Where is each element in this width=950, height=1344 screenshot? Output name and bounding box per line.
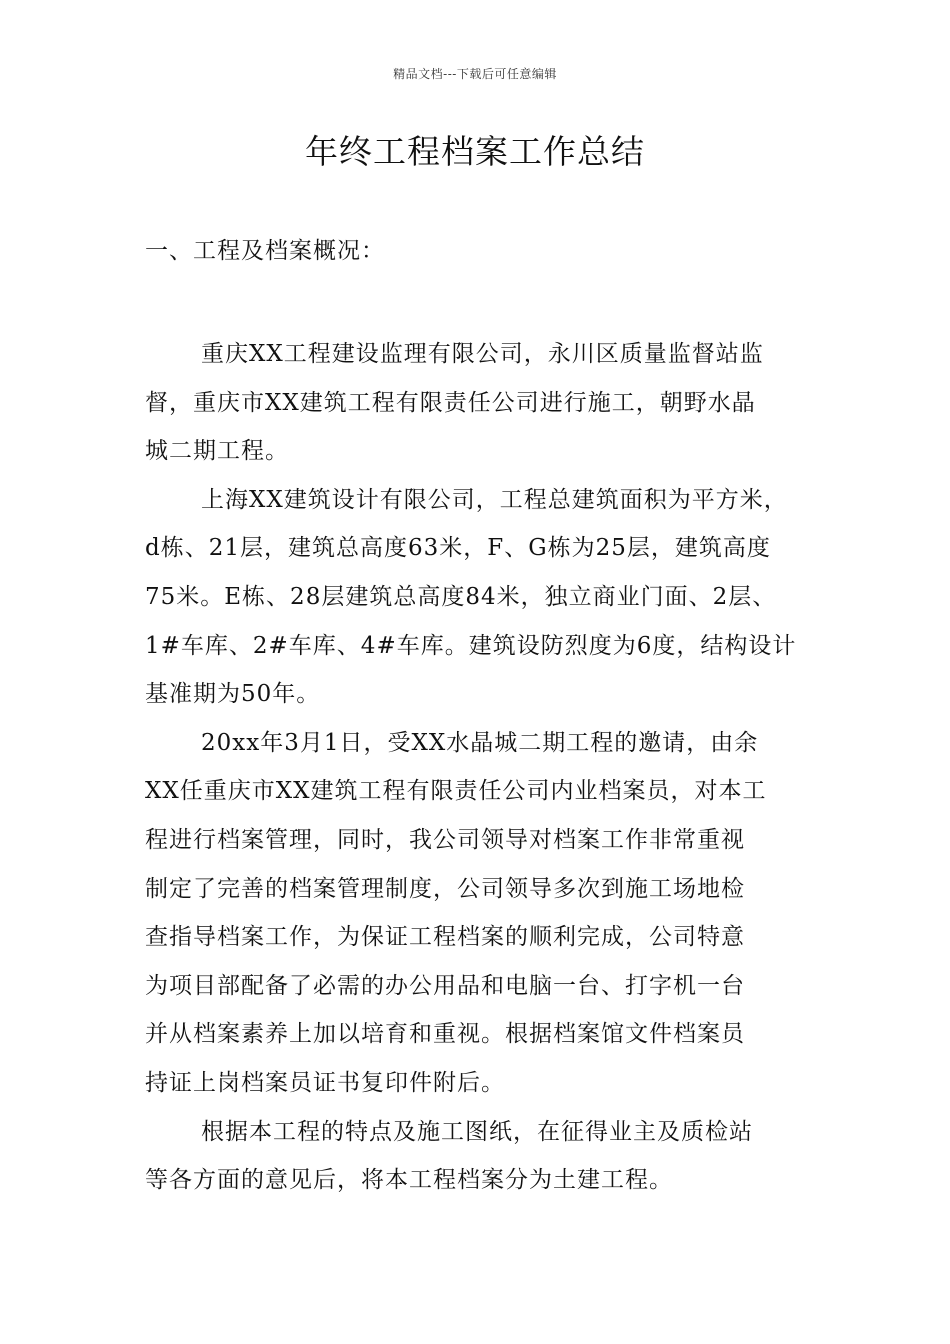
paragraph-2 [145,476,817,719]
paragraph-line: 持证上岗档案员证书复印件附后。 [145,1069,505,1096]
paragraph-line: 城二期工程。 [145,438,289,465]
paragraph-line: 制定了完善的档案管理制度，公司领导多次到施工场地检 [145,875,745,902]
paragraph-3 [145,719,817,1108]
body-text [145,330,817,1205]
paragraph-line: XX任重庆市XX建筑工程有限责任公司内业档案员，对本工 [145,778,767,805]
paragraph-line: 上海XX建筑设计有限公司，工程总建筑面积为平方米， [201,486,788,513]
paragraph-line: 程进行档案管理，同时，我公司领导对档案工作非常重视 [145,826,745,853]
paragraph-1 [145,330,817,476]
paragraph-line: 1#车库、2#车库、4#车库。建筑设防烈度为6度，结构设计 [145,632,797,659]
document-title: 年终工程档案工作总结 [305,132,645,171]
paragraph-line: 为项目部配备了必需的办公用品和电脑一台、打字机一台 [145,972,745,999]
paragraph-line: 20xx年3月1日，受XX水晶城二期工程的邀请，由余 [201,729,759,756]
paragraph-line: 并从档案素养上加以培育和重视。根据档案馆文件档案员 [145,1021,745,1048]
header-note: 精品文档---下载后可任意编辑 [393,67,557,81]
paragraph-line: d栋、21层，建筑总高度63米，F、G栋为25层，建筑高度 [145,535,771,562]
paragraph-line: 等各方面的意见后，将本工程档案分为土建工程。 [145,1167,673,1194]
paragraph-line: 查指导档案工作，为保证工程档案的顺利完成，公司特意 [145,924,745,951]
paragraph-line: 基准期为50年。 [145,681,321,708]
paragraph-line: 75米。E栋、28层建筑总高度84米，独立商业门面、2层、 [145,583,777,610]
paragraph-line: 重庆XX工程建设监理有限公司，永川区质量监督站监 [201,341,764,367]
paragraph-4 [145,1108,817,1205]
paragraph-line: 根据本工程的特点及施工图纸，在征得业主及质检站 [201,1118,753,1145]
paragraph-line: 督，重庆市XX建筑工程有限责任公司进行施工，朝野水晶 [145,389,756,416]
section-heading: 一、工程及档案概况： [145,238,385,264]
